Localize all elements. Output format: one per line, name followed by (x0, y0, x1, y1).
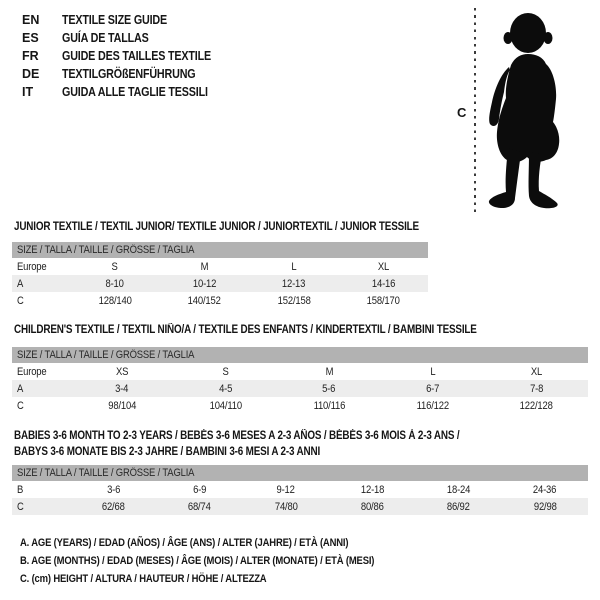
table-row (12, 258, 428, 275)
cell-value: 104/110 (209, 399, 242, 412)
cell-value: 68/74 (188, 500, 211, 513)
cell-value: 80/86 (360, 500, 384, 513)
lang-text: GUIDE DES TAILLES TEXTILE (62, 49, 212, 63)
cell-value: 116/122 (416, 399, 449, 412)
cell-value: 12-18 (360, 483, 384, 496)
table-row (12, 481, 588, 498)
cell-value: L (291, 260, 297, 273)
junior-table-title (14, 219, 485, 235)
cell-value: 158/170 (366, 294, 400, 307)
cell-value: S (111, 260, 118, 273)
junior-size-table (12, 242, 428, 309)
table-row (12, 397, 588, 414)
cell-value: 3-6 (106, 483, 120, 496)
cell-value: 8-10 (105, 277, 124, 290)
cell-value: M (325, 365, 333, 378)
lang-row-de (22, 65, 235, 83)
row-label: A (17, 382, 24, 395)
cell-value: 4-5 (218, 382, 232, 395)
lang-code: FR (22, 49, 39, 63)
cell-value: 128/140 (98, 294, 132, 307)
row-label: Europe (17, 260, 47, 273)
table-row (12, 275, 428, 292)
cell-value: 7-8 (529, 382, 543, 395)
size-header-text: SIZE / TALLA / TAILLE / GRÖSSE / TAGLIA (17, 467, 195, 479)
cell-value: 122/128 (519, 399, 553, 412)
size-header-band (12, 465, 588, 481)
size-header-text: SIZE / TALLA / TAILLE / GRÖSSE / TAGLIA (17, 349, 195, 361)
baby-silhouette-icon (482, 10, 568, 210)
lang-row-it (22, 83, 235, 101)
babies-size-table (12, 465, 588, 515)
lang-row-es (22, 29, 235, 47)
cell-value: 18-24 (446, 483, 471, 496)
height-measure-label: C (457, 105, 467, 120)
row-label: C (17, 294, 24, 307)
footnote-b-text: B. AGE (MONTHS) / EDAD (MESES) / ÂGE (MOIS) / ALTER (MONATE) / ETÀ (MESI) (20, 555, 375, 567)
cell-value: S (222, 365, 229, 378)
children-size-table (12, 347, 588, 414)
row-label: A (17, 277, 24, 290)
cell-value: L (430, 365, 436, 378)
row-label: C (17, 399, 24, 412)
lang-text: GUÍA DE TALLAS (62, 31, 149, 45)
cell-value: 152/158 (277, 294, 311, 307)
footnotes (20, 534, 432, 588)
row-label: B (17, 483, 24, 496)
cell-value: 110/116 (313, 399, 345, 412)
cell-value: 6-7 (425, 382, 440, 395)
footnote-b (20, 552, 432, 570)
lang-row-en (22, 11, 235, 29)
footnote-c (20, 570, 432, 588)
table-row (12, 292, 428, 309)
row-label: Europe (17, 365, 47, 378)
cell-value: M (200, 260, 209, 273)
height-measure-dotted-line (474, 8, 476, 212)
cell-value: 98/104 (107, 399, 136, 412)
language-list (22, 11, 235, 101)
lang-text: TEXTILE SIZE GUIDE (62, 13, 168, 27)
children-table-title (14, 322, 552, 338)
table-row (12, 363, 588, 380)
cell-value: 3-4 (115, 382, 129, 395)
children-table-title-text: CHILDREN'S TEXTILE / TEXTIL NIÑO/A / TEXTILE DES ENFANTS / KINDERTEXTIL / BAMBINI TESSILE (14, 324, 477, 336)
cell-value: 92/98 (533, 500, 557, 513)
footnote-a-text: A. AGE (YEARS) / EDAD (AÑOS) / ÂGE (ANS) / ALTER (JAHRE) / ETÀ (ANNI) (20, 537, 349, 549)
cell-value: 86/92 (447, 500, 470, 513)
size-header-band (12, 347, 588, 363)
junior-table-title-text: JUNIOR TEXTILE / TEXTIL JUNIOR/ TEXTILE JUNIOR / JUNIORTEXTIL / JUNIOR TESSILE (14, 221, 419, 233)
babies-table-title-line1: BABIES 3-6 MONTH TO 2-3 YEARS / BEBÉS 3-6 MESES A 2-3 AÑOS / BÉBÉS 3-6 MOIS À 2-3 ANS / (14, 430, 460, 442)
cell-value: XL (377, 260, 389, 273)
lang-row-fr (22, 47, 235, 65)
lang-code: IT (22, 85, 34, 99)
cell-value: 24-36 (533, 483, 557, 496)
size-header-text: SIZE / TALLA / TAILLE / GRÖSSE / TAGLIA (17, 244, 195, 256)
lang-text: GUIDA ALLE TAGLIE TESSILI (62, 85, 208, 99)
babies-table-title (14, 428, 532, 460)
cell-value: 140/152 (187, 294, 221, 307)
babies-table-title-line2: BABYS 3-6 MONATE BIS 2-3 JAHRE / BAMBINI 3-6 MESI A 2-3 ANNI (14, 446, 321, 458)
footnote-a (20, 534, 432, 552)
cell-value: 74/80 (274, 500, 298, 513)
cell-value: 14-16 (371, 277, 395, 290)
lang-code: EN (22, 13, 40, 27)
cell-value: XL (530, 365, 542, 378)
cell-value: 9-12 (276, 483, 295, 496)
lang-code: DE (22, 67, 40, 81)
row-label: C (17, 500, 24, 513)
cell-value: 10-12 (192, 277, 216, 290)
footnote-c-text: C. (cm) HEIGHT / ALTURA / HAUTEUR / HÖHE / ALTEZZA (20, 573, 267, 585)
size-header-band (12, 242, 428, 258)
cell-value: 62/68 (101, 500, 125, 513)
lang-code: ES (22, 31, 39, 45)
lang-text: TEXTILGRÖßENFÜHRUNG (62, 67, 196, 81)
table-row (12, 380, 588, 397)
cell-value: 12-13 (282, 277, 306, 290)
cell-value: XS (115, 365, 128, 378)
cell-value: 6-9 (192, 483, 207, 496)
table-row (12, 498, 588, 515)
cell-value: 5-6 (322, 382, 336, 395)
